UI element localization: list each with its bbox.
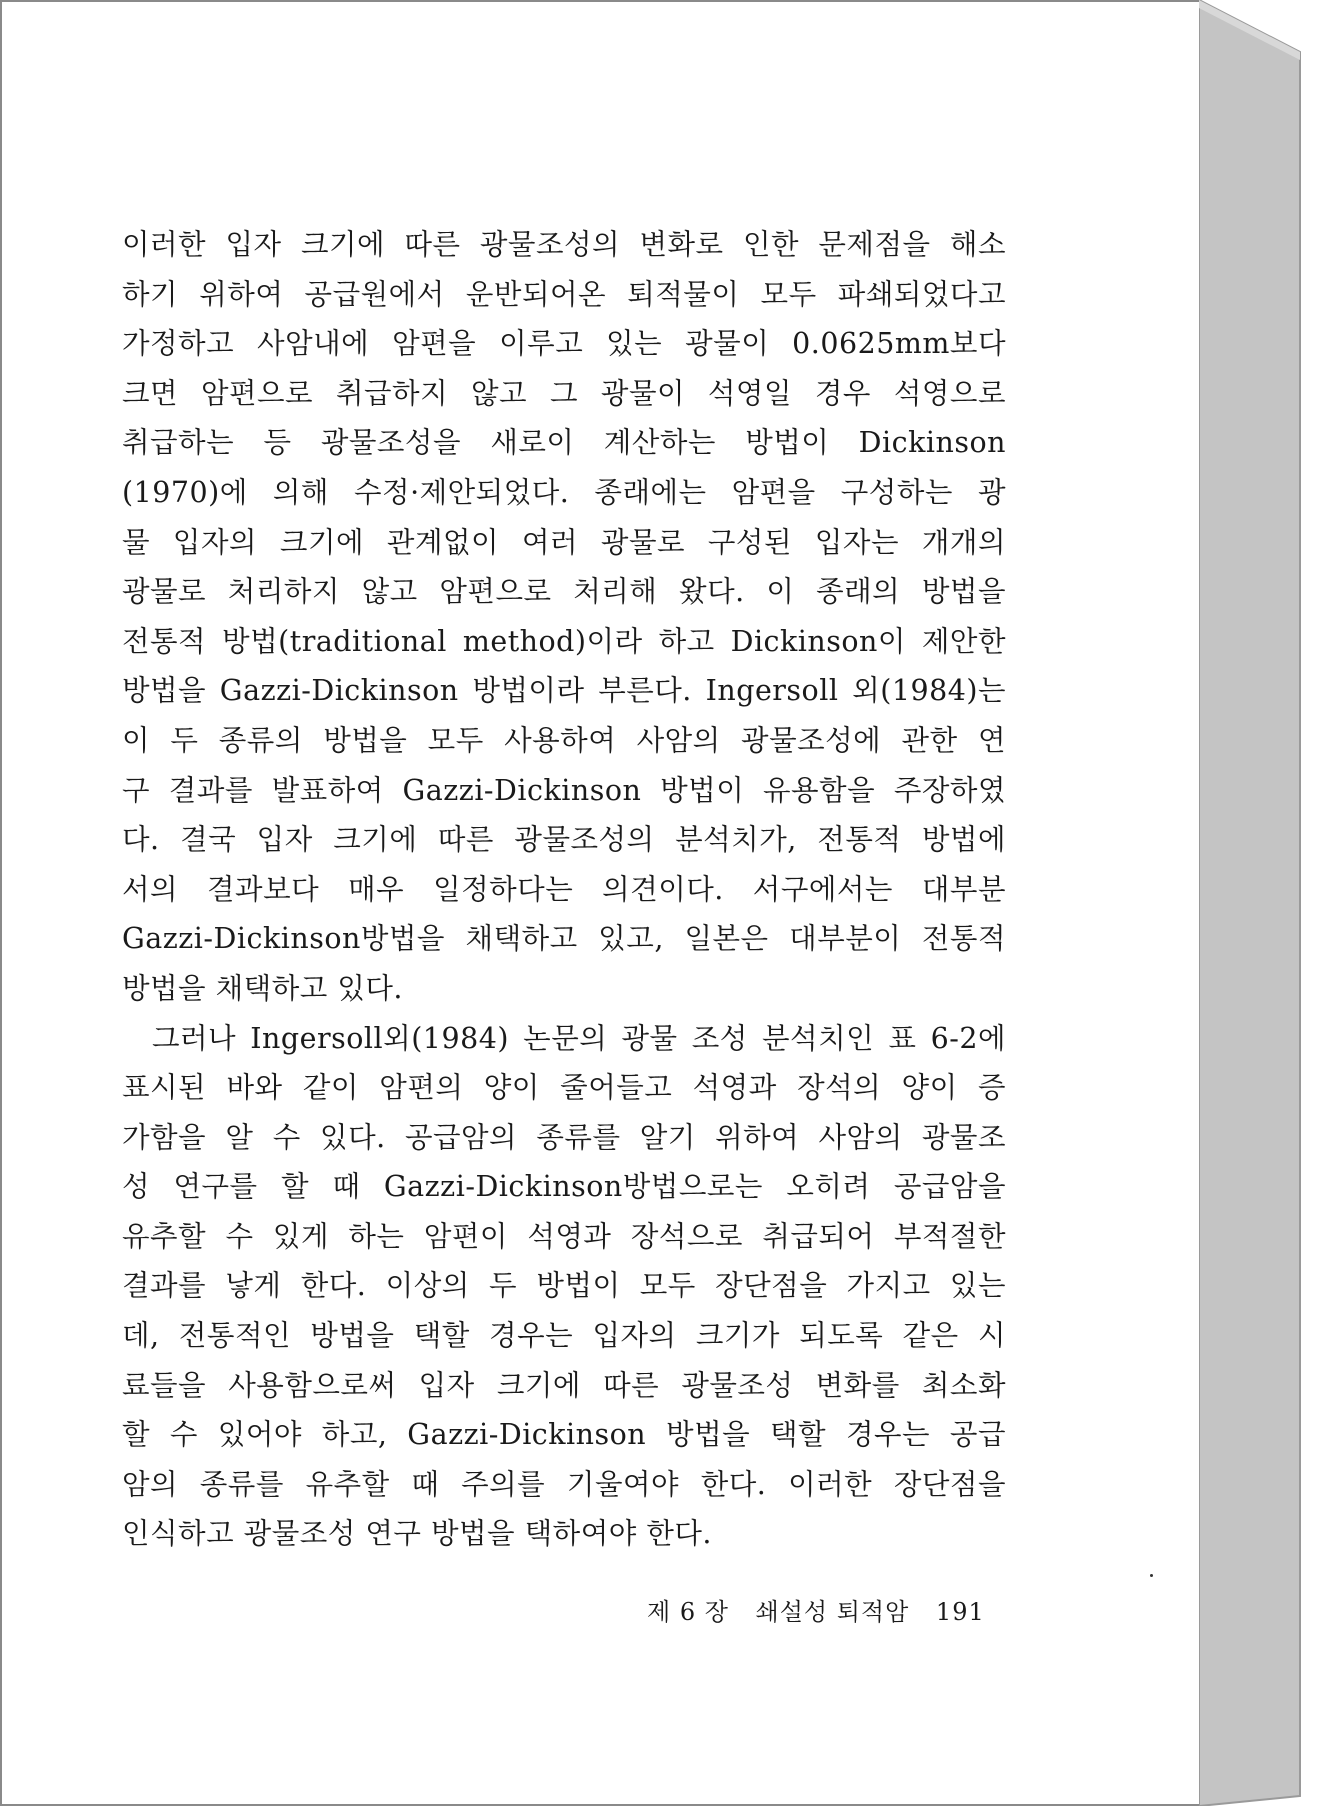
text-line: 표시된 바와 같이 암편의 양이 줄어들고 석영과 장석의 양이 증 bbox=[122, 1071, 1006, 1105]
text-line: 암의 종류를 유추할 때 주의를 기울여야 한다. 이러한 장단점을 bbox=[122, 1467, 1006, 1501]
chapter-title: 쇄설성 퇴적암 bbox=[755, 1598, 910, 1626]
text-line: 서의 결과보다 매우 일정하다는 의견이다. 서구에서는 대부분 bbox=[122, 872, 1006, 906]
text-line: 유추할 수 있게 하는 암편이 석영과 장석으로 취급되어 부적절한 bbox=[122, 1219, 1006, 1253]
paragraph-start-line: 그러나 Ingersoll외(1984) 논문의 광물 조성 분석치인 표 6-2에 bbox=[152, 1021, 1006, 1055]
text-line: 료들을 사용함으로써 입자 크기에 따른 광물조성 변화를 최소화 bbox=[122, 1368, 1006, 1402]
text-line: 구 결과를 발표하여 Gazzi-Dickinson 방법이 유용함을 주장하였 bbox=[122, 773, 1006, 807]
text-line: 다. 결국 입자 크기에 따른 광물조성의 분석치가, 전통적 방법에 bbox=[122, 823, 1006, 857]
text-line: 이 두 종류의 방법을 모두 사용하여 사암의 광물조성에 관한 연 bbox=[122, 723, 1006, 757]
body-text bbox=[122, 220, 1006, 1559]
text-line: 광물로 처리하지 않고 암편으로 처리해 왔다. 이 종래의 방법을 bbox=[122, 575, 1006, 609]
page-number: 191 bbox=[935, 1598, 985, 1626]
text-line: 물 입자의 크기에 관계없이 여러 광물로 구성된 입자는 개개의 bbox=[122, 525, 1006, 559]
text-line: 할 수 있어야 하고, Gazzi-Dickinson 방법을 택할 경우는 공급 bbox=[122, 1418, 1006, 1452]
text-line: 방법을 채택하고 있다. bbox=[122, 971, 403, 1005]
text-line: Gazzi-Dickinson방법을 채택하고 있고, 일본은 대부분이 전통적 bbox=[122, 922, 1006, 956]
text-line: 인식하고 광물조성 연구 방법을 택하여야 한다. bbox=[122, 1517, 712, 1551]
text-line: (1970)에 의해 수정·제안되었다. 종래에는 암편을 구성하는 광 bbox=[122, 475, 1006, 509]
text-line: 취급하는 등 광물조성을 새로이 계산하는 방법이 Dickinson bbox=[122, 426, 1006, 460]
text-line: 전통적 방법(traditional method)이라 하고 Dickinson이 제안한 bbox=[122, 624, 1006, 658]
scan-speck bbox=[1150, 1574, 1153, 1577]
text-line: 가정하고 사암내에 암편을 이루고 있는 광물이 0.0625mm보다 bbox=[122, 327, 1006, 361]
text-line: 결과를 낳게 한다. 이상의 두 방법이 모두 장단점을 가지고 있는 bbox=[122, 1269, 1006, 1303]
text-line: 성 연구를 할 때 Gazzi-Dickinson방법으로는 오히려 공급암을 bbox=[122, 1170, 1006, 1204]
text-line: 가함을 알 수 있다. 공급암의 종류를 알기 위하여 사암의 광물조 bbox=[122, 1120, 1006, 1154]
text-line: 크면 암편으로 취급하지 않고 그 광물이 석영일 경우 석영으로 bbox=[122, 376, 1006, 410]
chapter-label: 제 6 장 bbox=[647, 1598, 729, 1626]
text-line: 데, 전통적인 방법을 택할 경우는 입자의 크기가 되도록 같은 시 bbox=[122, 1319, 1006, 1353]
running-footer bbox=[647, 1592, 985, 1632]
text-line: 하기 위하여 공급원에서 운반되어온 퇴적물이 모두 파쇄되었다고 bbox=[122, 277, 1006, 311]
text-line: 이러한 입자 크기에 따른 광물조성의 변화로 인한 문제점을 해소 bbox=[122, 228, 1006, 261]
text-line: 방법을 Gazzi-Dickinson 방법이라 부른다. Ingersoll 외(1984)는 bbox=[122, 674, 1006, 708]
